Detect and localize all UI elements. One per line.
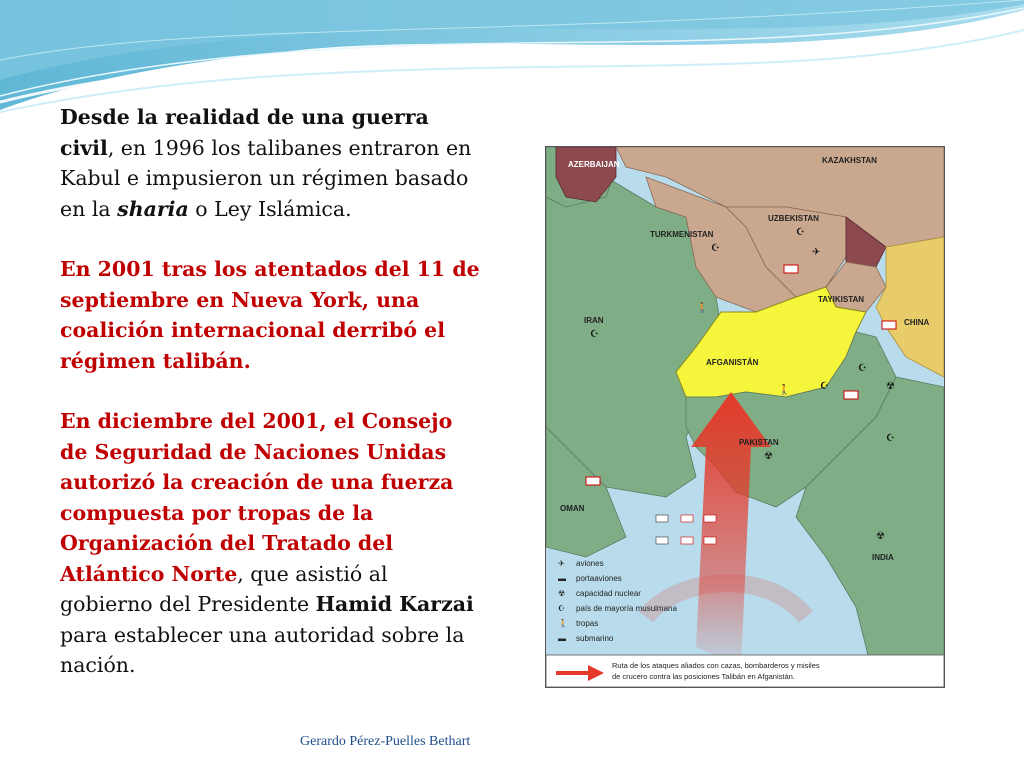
us-flag-icon xyxy=(844,391,858,399)
legend-troops-icon: 🚶 xyxy=(558,619,568,628)
label-azerbaijan: AZERBAIJAN xyxy=(568,160,620,169)
legend-crescent-icon: ☪ xyxy=(558,604,566,613)
civil-war-bold: Desde la realidad de una guerra civil xyxy=(60,105,429,160)
label-pakistan: PAKISTAN xyxy=(739,438,779,447)
legend-item-nuclear: capacidad nuclear xyxy=(576,589,641,598)
troops-icon: 🚶 xyxy=(778,385,791,396)
crescent-icon: ☪ xyxy=(796,227,805,238)
p1-text-1: , en 1996 los talibanes entraron en Kabul e impusieron un régimen basado en la xyxy=(60,135,472,221)
afghanistan-map xyxy=(545,146,945,688)
p3-text-2: para establecer una autoridad sobre la nación. xyxy=(60,622,465,677)
p3-red-text: En diciembre del 2001, el Consejo de Seguridad de Naciones Unidas autorizó la creación de una fuerza compuesta por tropas de la Organización del Tratado del Atlántico Norte xyxy=(60,409,454,586)
legend-submarine-icon: ▬ xyxy=(558,634,566,643)
p1-text-2: o Ley Islámica. xyxy=(188,196,352,221)
crescent-icon: ☪ xyxy=(886,433,895,444)
crescent-icon: ☪ xyxy=(820,381,829,392)
legend-item-aviones: aviones xyxy=(576,559,604,568)
label-tajikistan: TAYIKISTAN xyxy=(818,295,865,304)
legend-nuclear-icon: ☢ xyxy=(558,589,566,598)
paragraph-1 xyxy=(60,102,480,224)
route-legend-line2: de crucero contra las posiciones Talibán en Afganistán. xyxy=(612,672,795,681)
label-iran: IRAN xyxy=(584,316,604,325)
plane-icon: ✈ xyxy=(812,247,821,258)
karzai-name: Hamid Karzai xyxy=(315,592,474,616)
legend-item-muslim: país de mayoría musulmana xyxy=(576,604,677,613)
sharia-term: sharia xyxy=(117,196,189,221)
route-legend-box xyxy=(546,655,944,687)
crescent-icon: ☪ xyxy=(858,363,867,374)
us-flag-icon xyxy=(586,477,600,485)
route-legend-line1: Ruta de los ataques aliados con cazas, bombarderos y misiles xyxy=(612,661,820,670)
paragraph-3 xyxy=(60,406,480,681)
us-flag-icon xyxy=(681,537,693,544)
nuclear-icon: ☢ xyxy=(886,381,895,392)
label-oman: OMAN xyxy=(560,504,585,513)
footer-author: Gerardo Pérez-Puelles Bethart xyxy=(300,734,471,749)
us-flag-icon xyxy=(704,537,716,544)
nuclear-icon: ☢ xyxy=(876,531,885,542)
us-flag-icon xyxy=(882,321,896,329)
legend-item-submarino: submarino xyxy=(576,634,614,643)
us-flag-icon xyxy=(681,515,693,522)
map-graphic xyxy=(546,147,944,687)
legend-item-tropas: tropas xyxy=(576,619,599,628)
crescent-icon: ☪ xyxy=(590,329,599,340)
us-flag-icon xyxy=(704,515,716,522)
label-turkmenistan: TURKMENISTAN xyxy=(650,230,714,239)
uk-flag-icon xyxy=(656,537,668,544)
p3-text-1: , que asistió al gobierno del Presidente xyxy=(60,561,388,616)
crescent-icon: ☪ xyxy=(711,243,720,254)
label-china: CHINA xyxy=(904,318,930,327)
legend-plane-icon: ✈ xyxy=(558,559,565,568)
paragraph-2: En 2001 tras los atentados del 11 de septiembre en Nueva York, una coalición internacional derribó el régimen talibán. xyxy=(60,257,480,373)
uk-flag-icon xyxy=(656,515,668,522)
slide-text xyxy=(60,102,480,711)
nuclear-icon: ☢ xyxy=(764,451,773,462)
label-india: INDIA xyxy=(872,553,894,562)
label-afghanistan: AFGANISTÁN xyxy=(706,358,759,367)
label-kazakhstan: KAZAKHSTAN xyxy=(822,156,877,165)
label-uzbekistan: UZBEKISTAN xyxy=(768,214,819,223)
legend-item-portaaviones: portaaviones xyxy=(576,574,622,583)
troops-icon: 🚶 xyxy=(696,303,709,314)
us-flag-icon xyxy=(784,265,798,273)
legend-carrier-icon: ▬ xyxy=(558,574,566,583)
